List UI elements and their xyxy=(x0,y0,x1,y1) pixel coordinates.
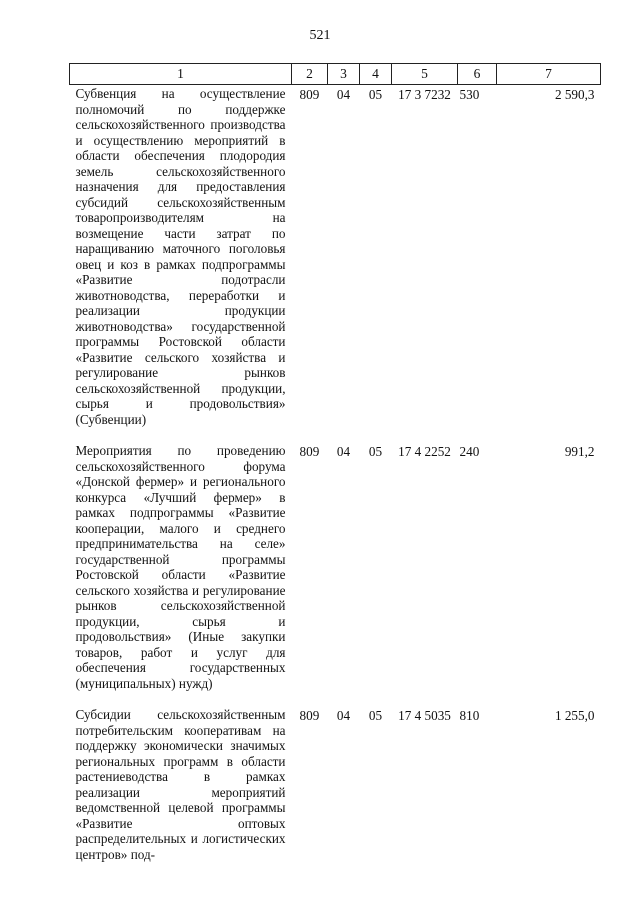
cell-amount: 1 255,0 xyxy=(554,708,595,723)
cell-expense-type: 530 xyxy=(459,87,480,102)
cell-section-code: 04 xyxy=(336,87,351,102)
row-description: Субвенция на осуществление полномочий по поддержке сельскохозяйственного производства и осуществлению мероприятий в области обеспечения плодородия земель сельскохозяйственного назначения для предоставления субсидий сельскохозяйственным товаропроизводителям на возмещение части затрат по наращиванию маточного поголовья овец и коз в рамках подпрограммы «Развитие подотрасли животноводства, переработки и реализации продукции животноводства» государственной программы Ростовской области «Развитие сельского хозяйства и регулирование рынков сельскохозяйственной продукции, сырья и продовольствия» (Субвенции) xyxy=(75,86,286,427)
row-description: Мероприятия по проведению сельскохозяйственного форума «Донской фермер» и регионального конкурса «Лучший фермер» в рамках подпрограммы «Развитие кооперации, малого и среднего предпринимательства на селе» государственной программы Ростовской области «Развитие сельского хозяйства и регулирование рынков сельскохозяйственной продукции, сырья и продовольствия» (Иные закупки товаров, работ и услуг для обеспечения государственных (муниципальных) нужд) xyxy=(75,443,286,691)
table-row xyxy=(70,85,601,443)
cell-subsection-code: 05 xyxy=(368,444,383,459)
cell-expense-type: 810 xyxy=(459,708,480,723)
cell-ministry-code: 809 xyxy=(299,444,320,459)
column-header-6: 6 xyxy=(458,64,497,85)
cell-section-code: 04 xyxy=(336,444,351,459)
column-header-3: 3 xyxy=(328,64,360,85)
cell-target-article: 17 4 5035 xyxy=(398,708,451,723)
table-row xyxy=(70,706,601,877)
cell-expense-type: 240 xyxy=(459,444,480,459)
cell-target-article: 17 3 7232 xyxy=(398,87,451,102)
table-header-row xyxy=(70,64,601,85)
cell-subsection-code: 05 xyxy=(368,708,383,723)
column-header-5: 5 xyxy=(392,64,458,85)
page-number: 521 xyxy=(309,28,331,43)
cell-target-article: 17 4 2252 xyxy=(398,444,451,459)
cell-ministry-code: 809 xyxy=(299,708,320,723)
column-header-1: 1 xyxy=(70,64,292,85)
cell-section-code: 04 xyxy=(336,708,351,723)
budget-table xyxy=(69,63,601,877)
table-row xyxy=(70,442,601,706)
column-header-7: 7 xyxy=(497,64,601,85)
cell-amount: 2 590,3 xyxy=(554,87,595,102)
cell-ministry-code: 809 xyxy=(299,87,320,102)
column-header-4: 4 xyxy=(360,64,392,85)
column-header-2: 2 xyxy=(292,64,328,85)
cell-amount: 991,2 xyxy=(564,444,595,459)
cell-subsection-code: 05 xyxy=(368,87,383,102)
row-description: Субсидии сельскохозяйственным потребительским кооперативам на поддержку экономически значимых региональных программ в области растениеводства в рамках реализации мероприятий ведомственной целевой программы «Развитие оптовых распределительных и логистических центров» под- xyxy=(75,707,286,862)
